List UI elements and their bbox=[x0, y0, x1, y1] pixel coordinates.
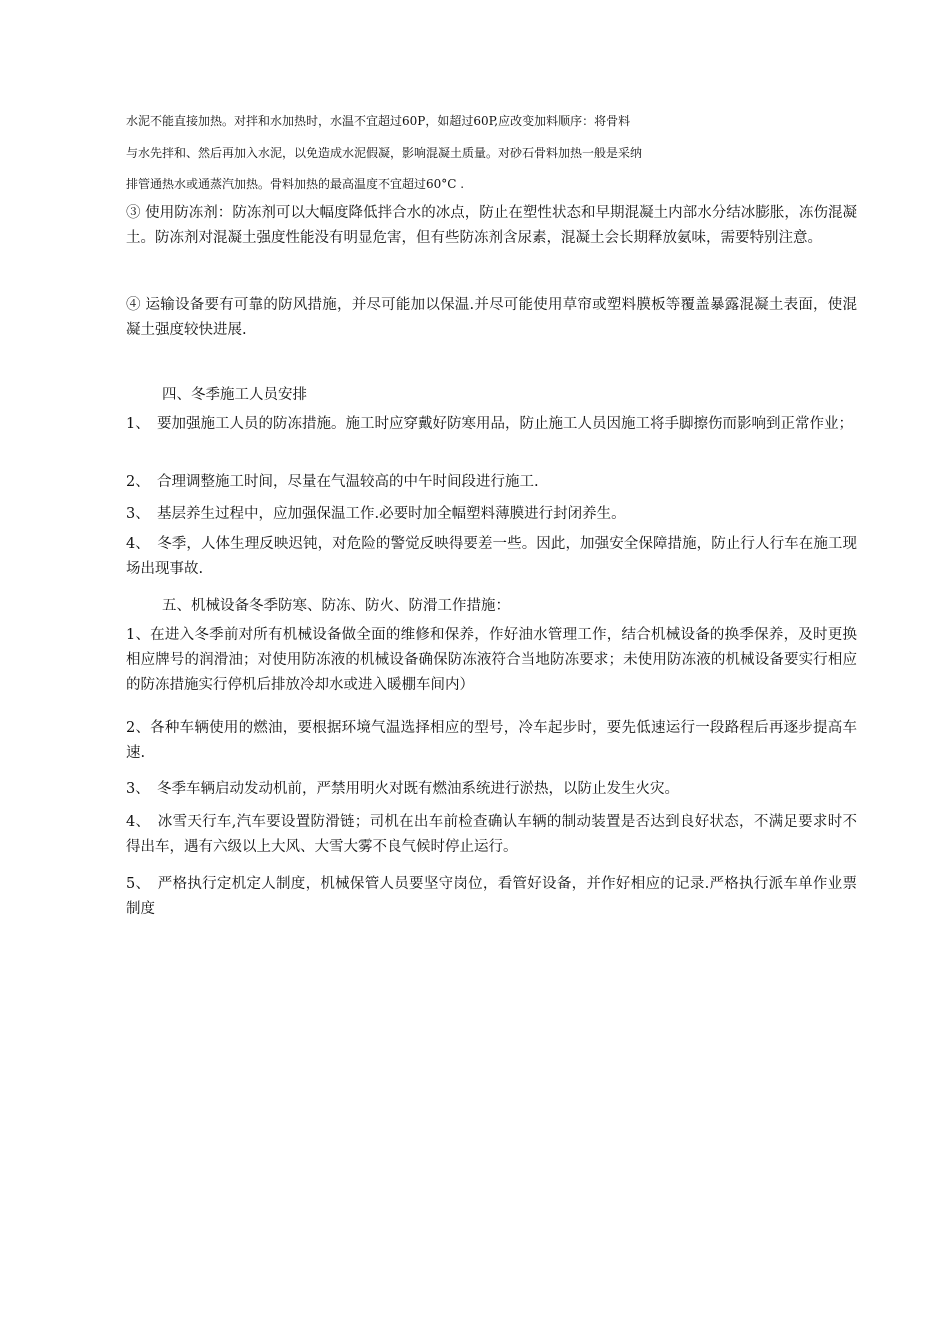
section-heading-5: 五、机械设备冬季防寒、防冻、防火、防滑工作措施： bbox=[162, 598, 510, 614]
paragraph-line: 排管通热水或通蒸汽加热。骨料加热的最高温度不宜超过60°C . bbox=[126, 177, 465, 191]
paragraph-line: 水泥不能直接加热。对拌和水加热时，水温不宜超过60P，如超过60P,应改变加料顺序：将骨料 bbox=[126, 114, 631, 128]
list-item: 4、 冰雪天行车,汽车要设置防滑链；司机在出车前检查确认车辆的制动装置是否达到良好状态，不满足要求时不得出车，遇有六级以上大风、大雪大雾不良气候时停止运行。 bbox=[126, 814, 857, 855]
list-item-3: ③ 使用防冻剂：防冻剂可以大幅度降低拌合水的冰点，防止在塑性状态和早期混凝土内部水分结冰膨胀，冻伤混凝土。防冻剂对混凝土强度性能没有明显危害，但有些防冻剂含尿素，混凝土会长期释放氨味，需要特别注意。 bbox=[126, 205, 857, 246]
list-item: 3、 基层养生过程中，应加强保温工作.必要时加全幅塑料薄膜进行封闭养生。 bbox=[126, 506, 626, 522]
list-item: 1、在进入冬季前对所有机械设备做全面的维修和保养，作好油水管理工作，结合机械设备的换季保养，及时更换相应牌号的润滑油；对使用防冻液的机械设备确保防冻液符合当地防冻要求；未使用防冻液的机械设备要实行相应的防冻措施实行停机后排放冷却水或进入暖棚车间内） bbox=[126, 627, 857, 693]
list-item: 3、 冬季车辆启动发动机前，严禁用明火对既有燃油系统进行淤热，以防止发生火灾。 bbox=[126, 781, 679, 797]
list-item: 2、各种车辆使用的燃油，要根据环境气温选择相应的型号，冷车起步时，要先低速运行一段路程后再逐步提高车速. bbox=[126, 720, 857, 761]
list-item: 1、 要加强施工人员的防冻措施。施工时应穿戴好防寒用品，防止施工人员因施工将手脚擦伤而影响到正常作业； bbox=[126, 416, 853, 432]
list-item: 4、 冬季，人体生理反映迟钝，对危险的警觉反映得要差一些。因此，加强安全保障措施，防止行人行车在施工现场出现事故. bbox=[126, 536, 857, 577]
list-item-4: ④ 运输设备要有可靠的防风措施，并尽可能加以保温.并尽可能使用草帘或塑料膜板等覆盖暴露混凝土表面，使混凝土强度较快进展. bbox=[126, 297, 857, 338]
paragraph-line: 与水先拌和、然后再加入水泥，以免造成水泥假凝，影响混凝土质量。对砂石骨料加热一般是采纳 bbox=[126, 146, 643, 160]
section-heading-4: 四、冬季施工人员安排 bbox=[162, 387, 307, 403]
list-item: 2、 合理调整施工时间，尽量在气温较高的中午时间段进行施工. bbox=[126, 474, 539, 490]
list-item: 5、 严格执行定机定人制度，机械保管人员要坚守岗位，看管好设备，并作好相应的记录.严格执行派车单作业票制度 bbox=[126, 876, 857, 917]
